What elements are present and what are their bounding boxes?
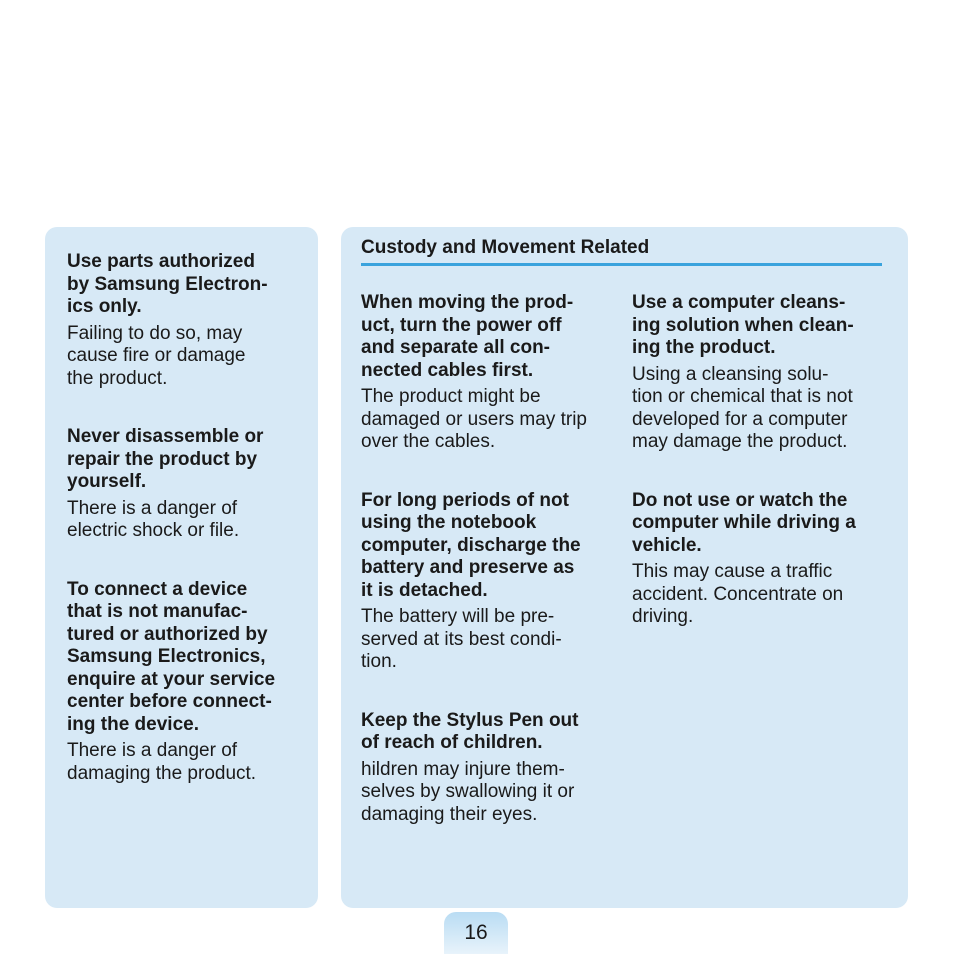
- caution-description-line: hildren may injure them-: [361, 758, 565, 780]
- caution-description: [67, 740, 298, 785]
- page-number: 16: [444, 912, 508, 954]
- caution-heading-line: computer, discharge the: [361, 534, 581, 556]
- caution-heading-line: nected cables first.: [361, 359, 534, 381]
- caution-heading: [67, 251, 298, 319]
- caution-description: [632, 364, 884, 454]
- caution-heading-line: tured or authorized by: [67, 623, 268, 645]
- caution-description-line: There is a danger of: [67, 497, 238, 519]
- caution-description-line: damaging the product.: [67, 762, 257, 784]
- right-column: [632, 292, 884, 629]
- caution-description-line: tion.: [361, 651, 397, 672]
- caution-heading-line: it is detached.: [361, 579, 488, 601]
- caution-heading-line: yourself.: [67, 471, 147, 492]
- caution-description: [67, 498, 298, 543]
- caution-heading-line: battery and preserve as: [361, 557, 575, 578]
- caution-description-line: tion or chemical that is not: [632, 386, 853, 407]
- caution-description-line: accident. Concentrate on: [632, 583, 844, 605]
- caution-description-line: There is a danger of: [67, 740, 238, 761]
- caution-heading-line: vehicle.: [632, 534, 702, 556]
- caution-heading-line: Use a computer cleans-: [632, 292, 846, 313]
- caution-heading: [632, 490, 884, 558]
- left-column: [361, 292, 611, 826]
- caution-item: [67, 426, 298, 543]
- caution-heading-line: ing the product.: [632, 337, 776, 358]
- caution-item: [361, 490, 611, 674]
- caution-item: [632, 292, 884, 454]
- caution-description-line: may damage the product.: [632, 431, 848, 452]
- caution-description-line: damaging their eyes.: [361, 803, 538, 825]
- caution-description: [632, 561, 884, 629]
- caution-heading-line: To connect a device: [67, 578, 248, 600]
- caution-heading-line: uct, turn the power off: [361, 314, 562, 336]
- custody-movement-panel: [341, 227, 908, 908]
- caution-heading-line: using the notebook: [361, 512, 537, 533]
- caution-heading-line: and separate all con-: [361, 337, 551, 358]
- caution-heading-line: ics only.: [67, 296, 142, 317]
- caution-heading: [67, 579, 298, 737]
- caution-heading-line: of reach of children.: [361, 732, 543, 753]
- caution-item: [361, 710, 611, 827]
- caution-description-line: This may cause a traffic: [632, 561, 833, 582]
- caution-heading: [361, 490, 611, 603]
- caution-heading: [361, 710, 611, 755]
- caution-heading-line: enquire at your service: [67, 668, 276, 690]
- caution-description-line: served at its best condi-: [361, 628, 562, 650]
- caution-heading-line: that is not manufac-: [67, 601, 248, 622]
- caution-heading-line: by Samsung Electron-: [67, 273, 268, 295]
- caution-heading-line: center before connect-: [67, 691, 272, 712]
- caution-heading-line: ing solution when clean-: [632, 314, 854, 336]
- caution-heading-line: For long periods of not: [361, 489, 569, 511]
- caution-description-line: Using a cleansing solu-: [632, 363, 829, 385]
- caution-heading-line: Use parts authorized: [67, 251, 255, 272]
- caution-description-line: driving.: [632, 606, 694, 627]
- caution-item: [67, 251, 298, 390]
- section-title: Custody and Movement Related: [361, 237, 882, 266]
- caution-item: [67, 579, 298, 786]
- caution-description-line: selves by swallowing it or: [361, 781, 575, 802]
- caution-description-line: Failing to do so, may: [67, 322, 243, 344]
- caution-description: [361, 386, 611, 454]
- caution-description-line: The product might be: [361, 386, 541, 407]
- caution-description: [361, 606, 611, 674]
- left-caution-panel: [45, 227, 318, 908]
- caution-heading-line: computer while driving a: [632, 512, 856, 533]
- caution-heading: [361, 292, 611, 382]
- caution-description-line: cause fire or damage: [67, 345, 246, 366]
- caution-description-line: over the cables.: [361, 431, 496, 452]
- caution-description-line: damaged or users may trip: [361, 408, 587, 430]
- caution-heading: [632, 292, 884, 360]
- caution-description-line: developed for a computer: [632, 408, 848, 430]
- caution-heading-line: Do not use or watch the: [632, 489, 848, 511]
- caution-description-line: the product.: [67, 367, 168, 389]
- caution-heading-line: When moving the prod-: [361, 292, 574, 313]
- caution-item: [361, 292, 611, 454]
- caution-item: [632, 490, 884, 629]
- caution-heading-line: Keep the Stylus Pen out: [361, 709, 579, 731]
- caution-heading-line: Never disassemble or: [67, 426, 264, 447]
- caution-heading-line: ing the device.: [67, 713, 199, 735]
- caution-heading-line: repair the product by: [67, 448, 258, 470]
- caution-heading-line: Samsung Electronics,: [67, 646, 266, 667]
- caution-heading: [67, 426, 298, 494]
- caution-description-line: The battery will be pre-: [361, 606, 555, 627]
- caution-description-line: electric shock or file.: [67, 520, 240, 541]
- caution-description: [67, 323, 298, 391]
- caution-description: [361, 759, 611, 827]
